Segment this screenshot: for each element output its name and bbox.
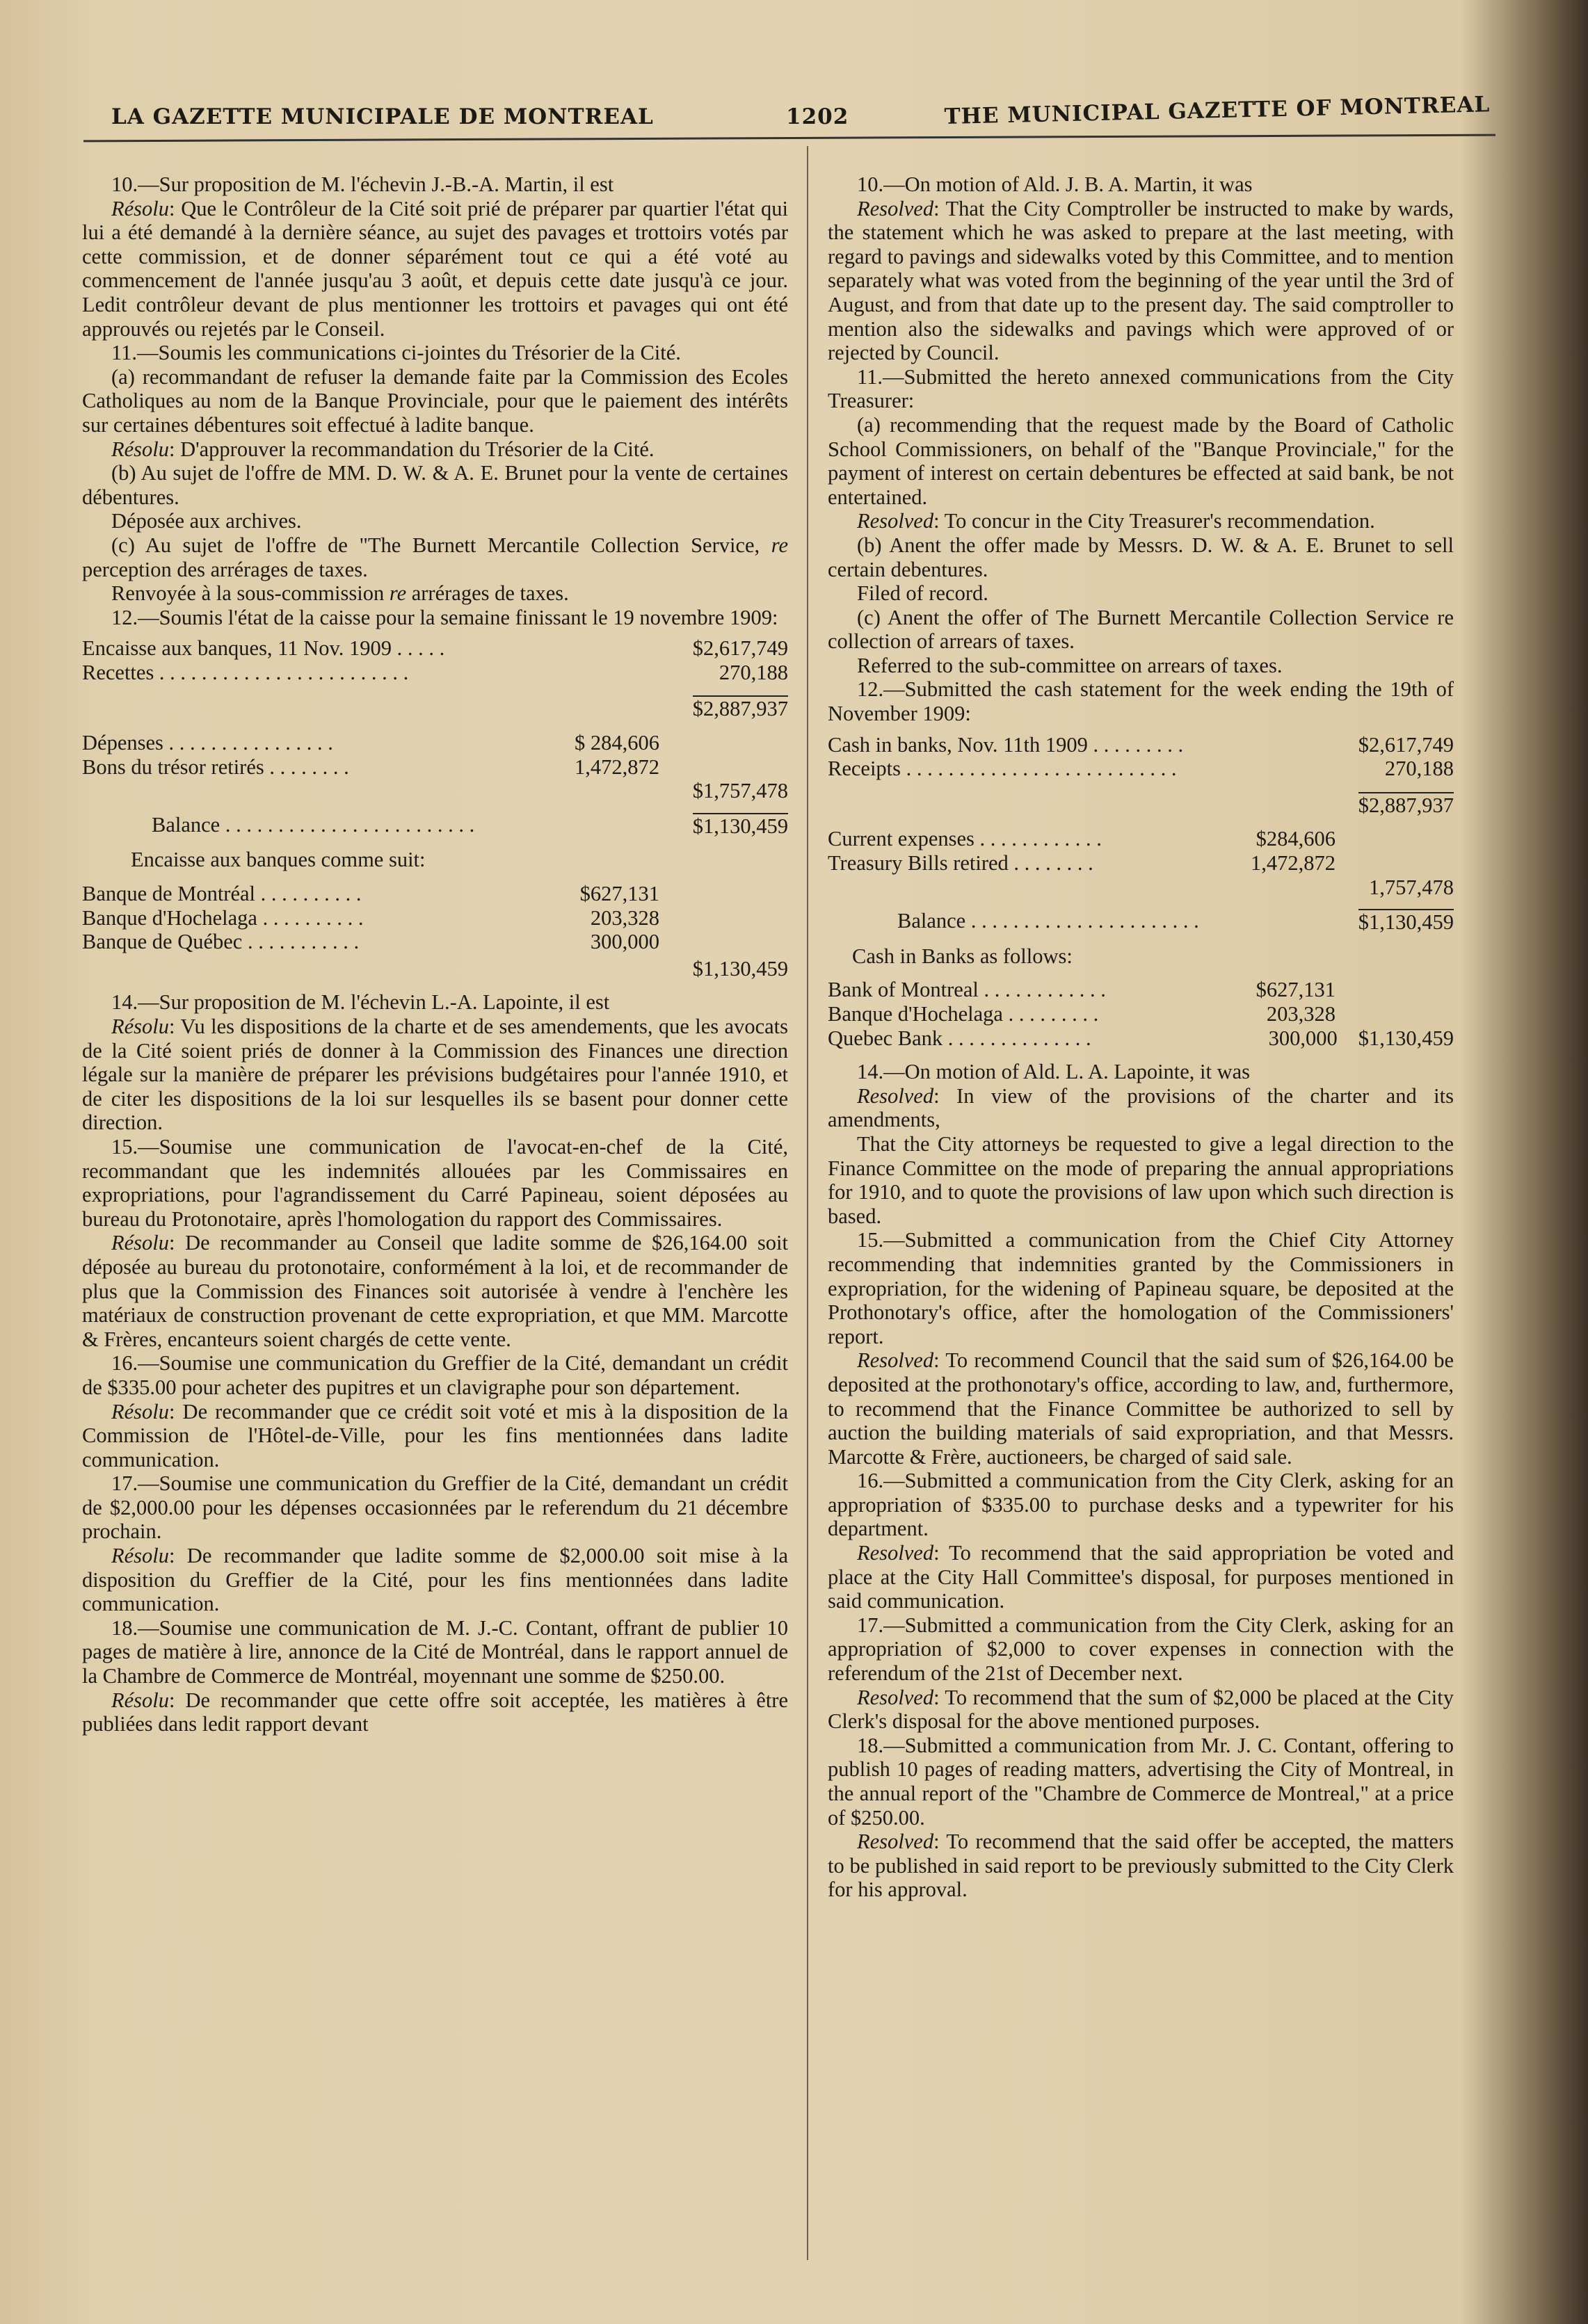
en-item11a-text: : To concur in the City Treasurer's recommendation. — [933, 509, 1375, 533]
en-cash-label: Cash in banks, Nov. 11th 1909 . . . . . . . . . — [828, 732, 1184, 757]
fr-item11c-res-post: arrérages de taxes. — [406, 581, 569, 606]
en-item16-resolution — [828, 1541, 1454, 1613]
fr-item16-intro: 16.—Soumise une communication du Greffier de la Cité, demandant un crédit de $335.00 pour acheter des pupitres et un clavigraphe pour son département. — [82, 1351, 788, 1399]
fr-item18-intro: 18.—Soumise une communication de M. J.-C. Contant, offrant de publier 10 pages de matière à lire, annonce de la Cité de Montréal, dans le rapport annuel de la Chambre de Commerce de Montréal, moyennant une somme de $250.00. — [82, 1615, 788, 1688]
fr-cash-amount: 270,188 — [719, 660, 788, 684]
en-item10-intro: 10.—On motion of Ald. J. B. A. Martin, it was — [857, 172, 1253, 196]
en-item11c-resolution: Referred to the sub-committee on arrears of taxes. — [857, 653, 1283, 677]
en-bank-label: Banque d'Hochelaga . . . . . . . . . — [828, 1002, 1099, 1026]
en-item11a-resolution — [828, 509, 1454, 533]
fr-item14-intro: 14.—Sur proposition de M. l'échevin L.-A. Lapointe, il est — [111, 990, 610, 1015]
en-bank-row — [828, 978, 1454, 1002]
fr-cash-amount: $2,617,749 — [692, 636, 788, 661]
fr-item10-label: Résolu — [111, 196, 170, 220]
en-item15-resolution — [828, 1348, 1454, 1469]
en-cash-row — [828, 733, 1454, 757]
en-item17-text: : To recommend that the sum of $2,000 be placed at the City Clerk's disposal for the above mentioned purposes. — [828, 1685, 1454, 1734]
fr-item11a: (a) recommandant de refuser la demande faite par la Commission des Ecoles Catholiques au nom de la Banque Provinciale, pour que le paiement des intérêts sur certaines débentures soit effectué à ladite banque. — [82, 364, 788, 437]
en-expense-row — [828, 851, 1454, 875]
fr-item11a-text: : D'approuver la recommandation du Trésorier de la Cité. — [169, 437, 655, 461]
fr-item15-text: : De recommander au Conseil que ladite somme de $26,164.00 soit déposée au bureau du protonotaire, conformément à la loi, et de recommander de plus que la Commission des Finances soit autorisée à vendre à l'enchère les matériaux de construction provenant de cette expropriation, et que MM. Marcotte & Frères, encanteurs soient chargés de cette vente. — [82, 1231, 788, 1351]
english-column — [828, 172, 1454, 1902]
en-item17-label: Resolved — [857, 1685, 934, 1709]
fr-item11b-resolution: Déposée aux archives. — [111, 509, 302, 533]
en-item14-resolution — [828, 1084, 1454, 1132]
fr-item11-intro: 11.—Soumis les communications ci-jointes du Trésorier de la Cité. — [111, 341, 681, 365]
fr-item15-intro: 15.—Soumise une communication de l'avocat-en-chef de la Cité, recommandant que les indemnités allouées par les Commissaires en expropriations, pour l'agrandissement du Carré Papineau, soient déposées au bureau du Protonotaire, après l'homologation du rapport des Commissaires. — [82, 1134, 788, 1231]
en-item12-intro: 12.—Submitted the cash statement for the week ending the 19th of November 1909: — [828, 677, 1454, 726]
en-item18-resolution — [828, 1830, 1454, 1902]
fr-item12-intro: 12.—Soumis l'état de la caisse pour la semaine finissant le 19 novembre 1909: — [111, 605, 778, 629]
en-item10-text: : That the City Comptroller be instructed to make by wards, the statement which he was asked to prepare at the last meeting, with regard to pavings and sidewalks voted by this Committee, and to mention separately what was voted from the beginning of the year until the 3rd of August, and from that date up to the present day. The said comptroller to mention also the sidewalks and pavings which were approved of or rejected by Council. — [828, 196, 1454, 365]
fr-expense-label: Dépenses . . . . . . . . . . . . . . . . — [82, 731, 333, 755]
en-item16-intro: 16.—Submitted a communication from the City Clerk, asking for an appropriation of $335.00 to purchase desks and a typewriter for his department. — [828, 1469, 1454, 1541]
en-banks-total: $1,130,459 — [1358, 1026, 1454, 1050]
fr-item17-text: : De recommander que ladite somme de $2,000.00 soit mise à la disposition du Greffier de la Cité, pour les fins mentionnées dans ladite communication. — [82, 1544, 788, 1616]
en-item11c: (c) Anent the offer of The Burnett Mercantile Collection Service re collection of arrears of taxes. — [828, 605, 1454, 654]
fr-item15-resolution — [82, 1231, 788, 1351]
page-number: 1202 — [786, 104, 849, 129]
fr-subtotal1: $2,887,937 — [692, 697, 788, 721]
fr-item17-resolution — [82, 1544, 788, 1616]
en-banks-intro: Cash in Banks as follows: — [852, 944, 1073, 968]
fr-item16-resolution — [82, 1400, 788, 1472]
en-expense-label: Treasury Bills retired . . . . . . . . — [828, 851, 1093, 875]
fr-item11a-resolution — [82, 437, 788, 462]
fr-item10-resolution — [82, 197, 788, 341]
en-balance-row — [828, 909, 1454, 935]
en-item11b: (b) Anent the offer made by Messrs. D. W. & A. E. Brunet to sell certain debentures. — [828, 533, 1454, 581]
fr-cash-label: Encaisse aux banques, 11 Nov. 1909 . . . . . — [82, 636, 445, 661]
header-rule — [83, 134, 1495, 143]
fr-item14-text: : Vu les dispositions de la charte et de ses amendements, que les avocats de la Cité soient priés de donner à la Commission des Finances une direction légale sur la manière de préparer les prévisions budgétaires pour l'année 1910, et de citer les dispositions de la loi sur lesquelles ils se basent pour donner cette direction. — [82, 1015, 788, 1135]
en-item15-text: : To recommend Council that the said sum of $26,164.00 be deposited at the prothonotary's office, according to law, and, furthermore, to recommend that the Finance Committee be authorized to sell by auction the building materials of said expropriation, and that Messrs. Marcotte & Frère, auctioneers, be charged of said sale. — [828, 1348, 1454, 1469]
fr-cash-row — [82, 636, 788, 661]
en-cash-statement — [828, 733, 1454, 1051]
en-cash-amount: $2,617,749 — [1358, 732, 1454, 757]
en-cash-amount: 270,188 — [1384, 757, 1454, 781]
en-item14-text2: That the City attorneys be requested to give a legal direction to the Finance Committee on the mode of preparing the annual appropriations for 1910, and to quote the provisions of law upon which such direction is based. — [828, 1131, 1454, 1228]
fr-item11c-resolution — [82, 581, 788, 606]
fr-bank-label: Banque de Montréal . . . . . . . . . . — [82, 882, 362, 906]
en-cash-label: Receipts . . . . . . . . . . . . . . . . . . . . . . . . . . — [828, 757, 1177, 781]
en-expense-label: Current expenses . . . . . . . . . . . . — [828, 827, 1102, 851]
en-expense-amount: 1,472,872 — [1251, 851, 1336, 875]
fr-subtotal1-wrap — [82, 695, 788, 721]
en-item17-resolution — [828, 1686, 1454, 1734]
french-column — [82, 172, 788, 1736]
en-item16-text: : To recommend that the said appropriation be voted and place at the City Hall Committee's disposal, for purposes mentioned in said communication. — [828, 1541, 1454, 1613]
fr-item10-intro: 10.—Sur proposition de M. l'échevin J.-B.-A. Martin, il est — [111, 172, 614, 196]
fr-bank-row — [82, 906, 788, 930]
fr-item18-label: Résolu — [111, 1688, 170, 1712]
en-subtotal1: $2,887,937 — [1358, 793, 1454, 817]
en-bank-row — [828, 1002, 1454, 1026]
fr-balance-amount: $1,130,459 — [692, 814, 788, 838]
fr-item14-resolution — [82, 1015, 788, 1135]
en-subtotal1-wrap — [828, 792, 1454, 818]
fr-item11c-pre: (c) Au sujet de l'offre de "The Burnett Mercantile Collection Service, — [111, 533, 771, 557]
en-cash-row — [828, 757, 1454, 781]
header-english-title: THE MUNICIPAL GAZETTE OF MONTREAL — [944, 92, 1491, 129]
fr-expense-row — [82, 731, 788, 755]
en-balance-label: Balance . . . . . . . . . . . . . . . . . . . . . . — [897, 909, 1199, 933]
en-item14-label: Resolved — [857, 1083, 934, 1108]
en-bank-amount: 300,000 — [1268, 1026, 1338, 1050]
en-expense-row — [828, 827, 1454, 851]
en-item14-text: : In view of the provisions of the charter and its amendments, — [828, 1083, 1454, 1132]
fr-item11c-re: re — [771, 533, 788, 557]
fr-bank-row — [82, 882, 788, 906]
en-item10-resolution — [828, 197, 1454, 365]
fr-bank-amount: 300,000 — [590, 930, 659, 954]
en-bank-label: Quebec Bank . . . . . . . . . . . . . . — [828, 1026, 1091, 1050]
fr-item15-label: Résolu — [111, 1231, 170, 1255]
fr-bank-amount: $627,131 — [579, 882, 659, 906]
en-expense-amount: $284,606 — [1256, 827, 1336, 851]
fr-expense-amount: $ 284,606 — [575, 731, 659, 755]
fr-banks-intro: Encaisse aux banques comme suit: — [131, 848, 426, 872]
header-french-title: LA GAZETTE MUNICIPALE DE MONTREAL — [111, 104, 654, 129]
en-item16-label: Resolved — [857, 1541, 934, 1565]
fr-item18-resolution — [82, 1688, 788, 1736]
fr-item17-intro: 17.—Soumise une communication du Greffier de la Cité, demandant un crédit de $2,000.00 pour les dépenses occasionnées par le referendum du 21 décembre prochain. — [82, 1471, 788, 1544]
en-item14-intro: 14.—On motion of Ald. L. A. Lapointe, it was — [857, 1060, 1251, 1084]
fr-expense-label: Bons du trésor retirés . . . . . . . . — [82, 755, 349, 779]
fr-balance-row — [82, 813, 788, 839]
en-item15-label: Resolved — [857, 1348, 934, 1373]
fr-cash-row — [82, 661, 788, 685]
en-item10-label: Resolved — [857, 196, 934, 220]
fr-balance-label: Balance . . . . . . . . . . . . . . . . . . . . . . . . — [152, 812, 475, 837]
fr-subtotal2: $1,757,478 — [692, 779, 788, 803]
fr-item16-label: Résolu — [111, 1399, 170, 1423]
en-item11a-label: Resolved — [857, 509, 934, 533]
column-divider — [807, 146, 808, 2260]
fr-expense-amount: 1,472,872 — [575, 755, 659, 779]
fr-item16-text: : De recommander que ce crédit soit voté et mis à la disposition de la Commission de l'Hôtel-de-Ville, pour les fins mentionnées dans ladite communication. — [82, 1399, 788, 1471]
fr-bank-label: Banque d'Hochelaga . . . . . . . . . . — [82, 905, 364, 930]
en-item11-intro: 11.—Submitted the hereto annexed communications from the City Treasurer: — [828, 364, 1454, 413]
en-bank-label: Bank of Montreal . . . . . . . . . . . . — [828, 978, 1106, 1002]
fr-item17-label: Résolu — [111, 1544, 170, 1568]
en-bank-amount: 203,328 — [1266, 1002, 1336, 1026]
fr-bank-label: Banque de Québec . . . . . . . . . . . — [82, 930, 360, 954]
fr-item18-text: : De recommander que cette offre soit acceptée, les matières à être publiées dans ledit rapport devant — [82, 1688, 788, 1736]
fr-expense-row — [82, 755, 788, 780]
fr-item11b: (b) Au sujet de l'offre de MM. D. W. & A. E. Brunet pour la vente de certaines débentures. — [82, 461, 788, 509]
fr-item14-label: Résolu — [111, 1015, 170, 1038]
fr-item11c — [82, 533, 788, 581]
fr-item10-text: : Que le Contrôleur de la Cité soit prié de préparer par quartier l'état qui lui a été demandé à la dernière séance, au sujet des pavages et trottoirs votés par cette commission, et de donner séparément tout ce qui a été voté au commencement de l'année jusqu'au 3 août, et depuis cette date jusqu'à ce jour. Ledit contrôleur devant de plus mentionner les trottoirs et pavages qui ont été approuvés ou rejetés par le Conseil. — [82, 196, 788, 341]
en-item11b-resolution: Filed of record. — [857, 581, 988, 606]
en-item11a: (a) recommending that the request made by the Board of Catholic School Commissioners, on behalf of the "Banque Provinciale," for the payment of interest on certain debentures be effected at said bank, be not entertained. — [828, 412, 1454, 509]
fr-banks-total: $1,130,459 — [692, 956, 788, 981]
fr-cash-label: Recettes . . . . . . . . . . . . . . . . . . . . . . . . — [82, 660, 409, 684]
fr-item11c-post: perception des arrérages de taxes. — [82, 557, 368, 581]
fr-item11c-res-re: re — [389, 581, 407, 606]
fr-item11c-res-pre: Renvoyée à la sous-commission — [111, 581, 390, 606]
fr-cash-statement — [82, 636, 788, 981]
en-balance-amount: $1,130,459 — [1358, 910, 1454, 935]
fr-bank-amount: 203,328 — [590, 905, 659, 930]
en-bank-amount: $627,131 — [1256, 978, 1336, 1002]
en-subtotal2: 1,757,478 — [1369, 875, 1454, 899]
en-item18-label: Resolved — [857, 1830, 934, 1854]
en-item15-intro: 15.—Submitted a communication from the Chief City Attorney recommending that indemnities granted by the Commissioners in expropriation, for the widening of Papineau square, be deposited at the Prothonotary's office, after the homologation of the Commissioners' report. — [828, 1228, 1454, 1348]
en-item18-text: : To recommend that the said offer be accepted, the matters to be published in said report to be previously submitted to the City Clerk for his approval. — [828, 1830, 1454, 1902]
en-bank-row — [828, 1026, 1454, 1051]
en-item18-intro: 18.—Submitted a communication from Mr. J. C. Contant, offering to publish 10 pages of reading matters, advertising the City of Montreal, in the annual report of the "Chambre de Commerce de Montreal," at a price of $250.00. — [828, 1733, 1454, 1830]
fr-item11a-label: Résolu — [111, 437, 170, 461]
fr-bank-row — [82, 930, 788, 954]
en-item17-intro: 17.—Submitted a communication from the City Clerk, asking for an appropriation of $2,000 to cover expenses in connection with the referendum of the 21st of December next. — [828, 1613, 1454, 1686]
